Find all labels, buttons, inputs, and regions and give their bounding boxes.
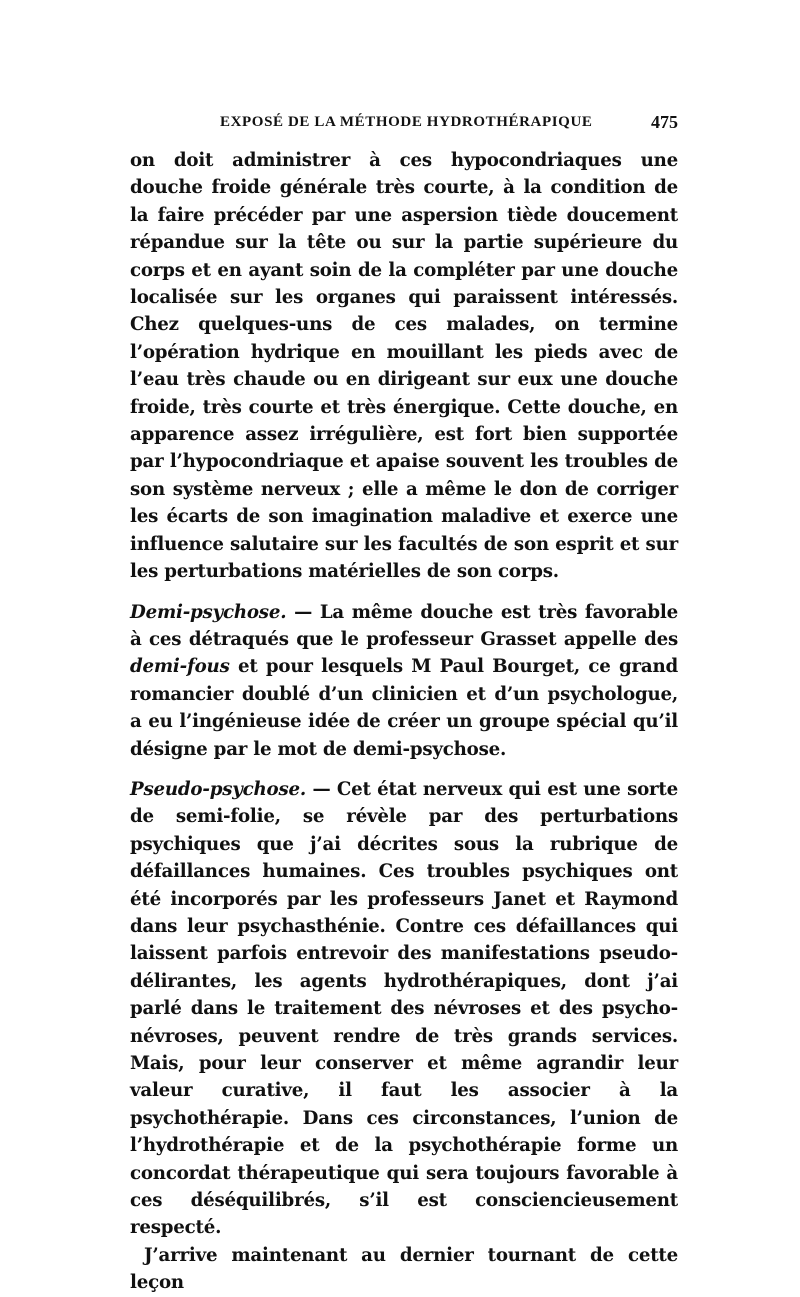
emphasis-demi-fous: demi-fous [130,656,230,678]
section-heading-demi-psychose: Demi-psychose. [130,601,287,623]
paragraph-demi-psychose [130,599,678,763]
paragraph-conclusion: J’arrive maintenant au dernier tournant de cette leçon [130,1244,678,1294]
paragraph-text: — Cet état nerveux qui est une sorte de semi-folie, se révèle par des perturbations psychiques que j’ai décrites sous la rubrique de défaillances humaines. Ces troubles psychiques ont été incorporés par les professeurs Janet et Raymond dans leur psychasthénie. Contre ces défaillances qui laissent parfois entrevoir des manifestations pseudo-délirantes, les agents hydrothérapiques, dont j’ai parlé dans le traitement des névroses et des psycho-névroses, peuvent rendre de très grands services. Mais, pour leur conserver et même agrandir leur valeur curative, il faut les associer à la psychothérapie. Dans ces circonstances, l’union de l’hydrothérapie et de la psychothérapie forme un concordat thérapeutique qui sera toujours favorable à ces déséquilibrés, s’il est consciencieusement respecté. [130,778,678,1239]
paragraph-text: et pour lesquels M Paul Bourget, ce grand romancier doublé d’un clinicien et d’un psychologue, a eu l’ingénieuse idée de créer un groupe spécial qu’il désigne par le mot de demi-psychose. [130,656,678,760]
paragraph-text: — La même douche est très favorable à ces détraqués que le professeur Grasset appelle des [130,601,678,650]
paragraph-hypocondriaques: on doit administrer à ces hypocondriaques une douche froide générale très courte, à la condition de la faire précéder par une aspersion tiède doucement répandue sur la tête ou sur la partie supérieure du corps et en ayant soin de la compléter par une douche localisée sur les organes qui paraissent intéressés. Chez quelques-uns de ces malades, on termine l’opération hydrique en mouillant les pieds avec de l’eau très chaude ou en dirigeant sur eux une douche froide, très courte et très énergique. Cette douche, en apparence assez irrégulière, est fort bien supportée par l’hypocondriaque et apaise souvent les troubles de son système nerveux ; elle a même le don de corriger les écarts de son imagination maladive et exerce une influence salutaire sur les facultés de son esprit et sur les perturbations matérielles de son corps. [130,150,678,583]
paragraph-pseudo-psychose [130,776,678,1242]
running-head [130,114,678,138]
section-heading-pseudo-psychose: Pseudo-psychose. [130,778,307,800]
page-number: 475 [651,112,678,132]
body-text [130,147,678,1297]
running-title: EXPOSÉ DE LA MÉTHODE HYDROTHÉRAPIQUE [220,114,593,130]
